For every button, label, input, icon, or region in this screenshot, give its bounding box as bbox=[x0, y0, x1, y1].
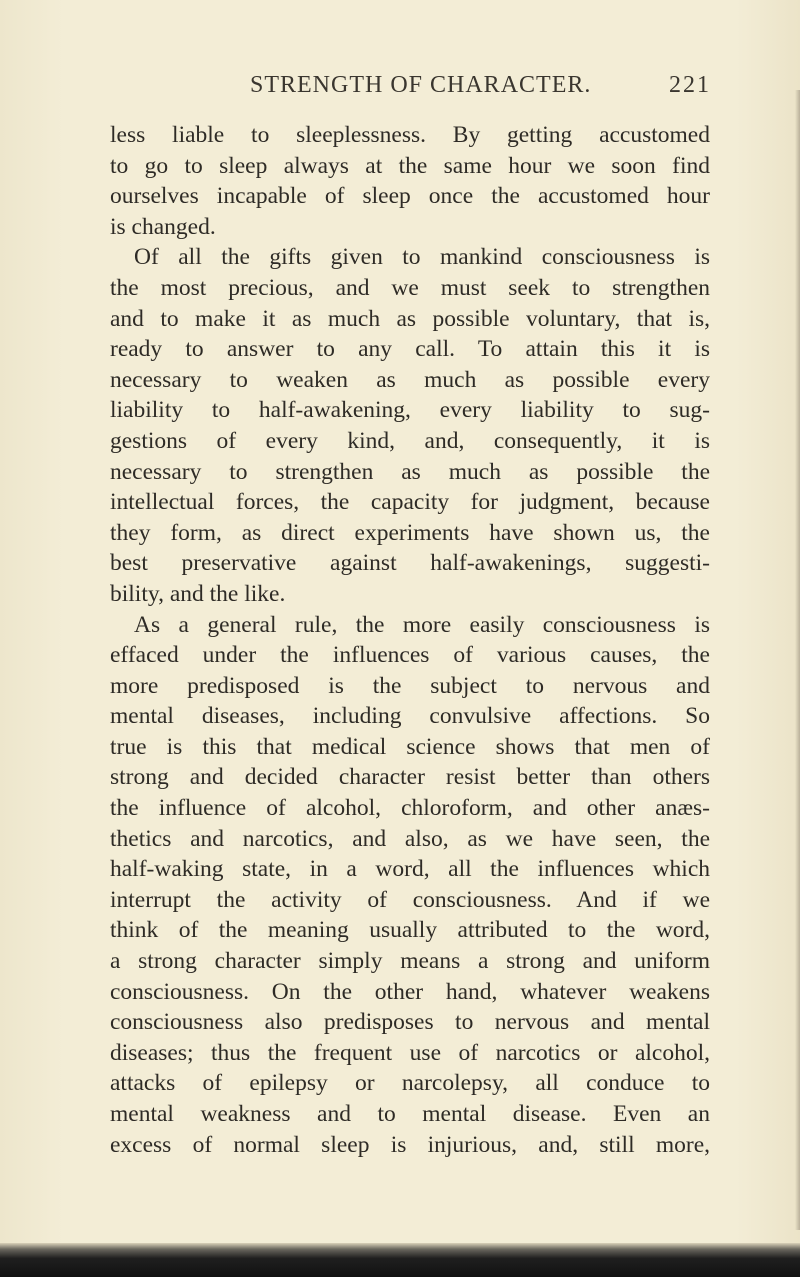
text-line: the most precious, and we must seek to strengthen bbox=[110, 274, 710, 301]
text-line: bility, and the like. bbox=[110, 580, 286, 607]
running-head: STRENGTH OF CHARACTER. bbox=[250, 72, 592, 98]
text-line: liability to half-awakening, every liability to sug- bbox=[110, 397, 710, 424]
text-line: As a general rule, the more easily consciousness is bbox=[134, 611, 710, 638]
page-bottom-shadow bbox=[0, 1243, 800, 1277]
text-line: interrupt the activity of consciousness. And if we bbox=[110, 886, 710, 913]
text-line: intellectual forces, the capacity for judgment, because bbox=[110, 489, 710, 516]
text-line: think of the meaning usually attributed to the word, bbox=[110, 917, 710, 944]
text-line: ready to answer to any call. To attain this it is bbox=[110, 336, 710, 363]
text-line: excess of normal sleep is injurious, and, still more, bbox=[110, 1131, 710, 1158]
text-line: thetics and narcotics, and also, as we have seen, the bbox=[110, 825, 710, 852]
page-number: 221 bbox=[669, 72, 711, 98]
text-line: Of all the gifts given to mankind consciousness is bbox=[134, 244, 710, 271]
text-line: attacks of epilepsy or narcolepsy, all conduce to bbox=[110, 1070, 710, 1097]
text-line: less liable to sleeplessness. By getting accustomed bbox=[110, 122, 710, 148]
text-line: to go to sleep always at the same hour we soon find bbox=[110, 152, 710, 179]
text-line: necessary to strengthen as much as possible the bbox=[110, 458, 710, 485]
text-line: mental diseases, including convulsive affections. So bbox=[110, 703, 710, 730]
body-text bbox=[110, 120, 710, 1160]
text-line: a strong character simply means a strong and uniform bbox=[110, 948, 710, 975]
text-line: the influence of alcohol, chloroform, and other anæs- bbox=[110, 795, 710, 822]
text-line: half-waking state, in a word, all the influences which bbox=[110, 856, 710, 883]
page-header bbox=[0, 72, 800, 102]
text-line: best preservative against half-awakenings, suggesti- bbox=[110, 550, 710, 577]
text-line: is changed. bbox=[110, 213, 216, 240]
text-line: consciousness also predisposes to nervous and mental bbox=[110, 1009, 710, 1036]
text-line: consciousness. On the other hand, whatever weakens bbox=[110, 978, 710, 1005]
text-line: more predisposed is the subject to nervous and bbox=[110, 672, 710, 699]
text-line: diseases; thus the frequent use of narcotics or alcohol, bbox=[110, 1039, 710, 1066]
text-line: mental weakness and to mental disease. Even an bbox=[110, 1101, 710, 1127]
text-line: gestions of every kind, and, consequently, it is bbox=[110, 427, 710, 454]
text-line: necessary to weaken as much as possible every bbox=[110, 366, 710, 393]
text-line: and to make it as much as possible voluntary, that is, bbox=[110, 305, 710, 332]
text-line: strong and decided character resist better than others bbox=[110, 764, 710, 791]
text-line: true is this that medical science shows that men of bbox=[110, 733, 710, 760]
page-edge-shadow bbox=[795, 90, 800, 1230]
text-line: ourselves incapable of sleep once the accustomed hour bbox=[110, 183, 710, 210]
text-line: effaced under the influences of various causes, the bbox=[110, 642, 710, 669]
text-line: they form, as direct experiments have shown us, the bbox=[110, 519, 710, 546]
